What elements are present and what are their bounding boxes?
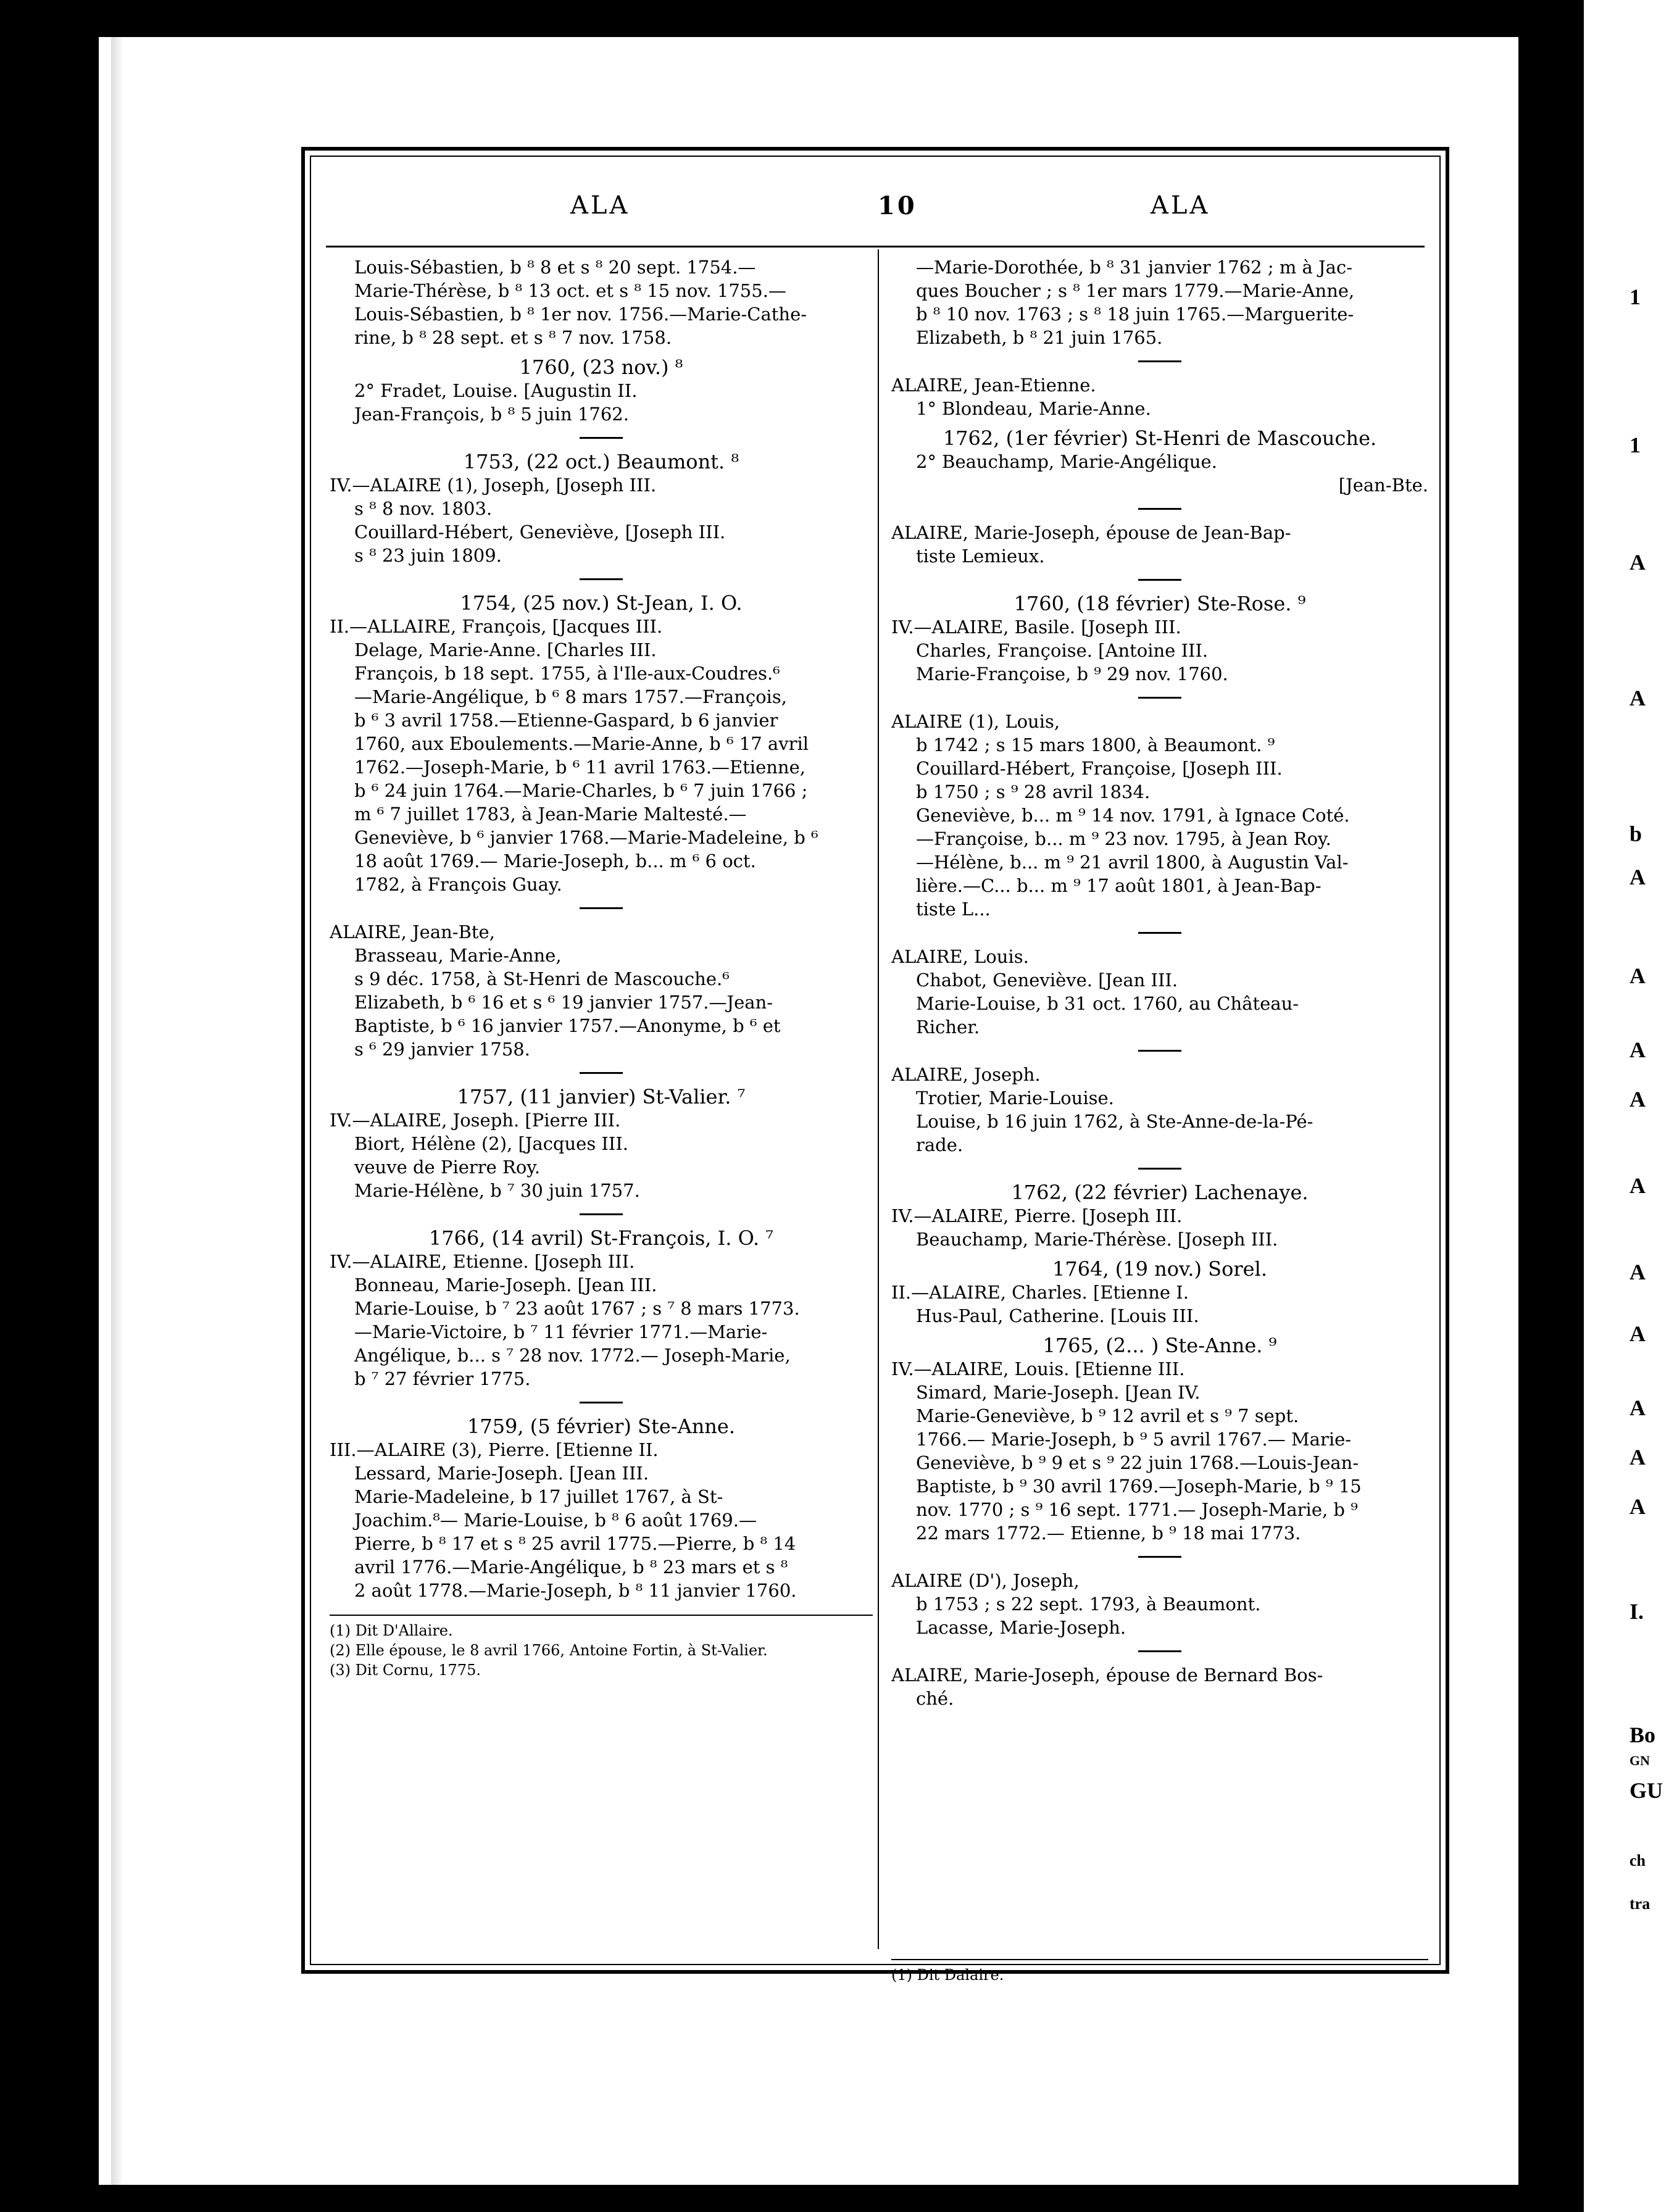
entry-line: s 9 déc. 1758, à St-Henri de Mascouche.⁶ bbox=[354, 968, 730, 989]
entry-line: 2° Fradet, Louise. [Augustin II. bbox=[354, 380, 638, 401]
marriage-date-line: 1764, (19 nov.) Sorel. bbox=[1052, 1257, 1267, 1281]
entry-line: 1766.— Marie-Joseph, b ⁹ 5 avril 1767.— Marie- bbox=[916, 1429, 1352, 1450]
adjacent-fragment: tra bbox=[1629, 1895, 1650, 1913]
entry-line: ché. bbox=[916, 1688, 954, 1709]
entry-line: Louise, b 16 juin 1762, à Ste-Anne-de-la-Pé- bbox=[916, 1111, 1313, 1132]
entry-line: tiste L... bbox=[916, 899, 991, 920]
entry-line: 18 août 1769.— Marie-Joseph, b... m ⁶ 6 oct. bbox=[354, 850, 756, 871]
entry-separator bbox=[580, 1402, 623, 1403]
entry-line: 22 mars 1772.— Etienne, b ⁹ 18 mai 1773. bbox=[916, 1523, 1301, 1544]
adjacent-fragment: A bbox=[1629, 686, 1646, 710]
adjacent-fragment: 1 bbox=[1629, 285, 1641, 309]
footnote-rule bbox=[891, 1959, 1428, 1960]
adjacent-fragment: Bo bbox=[1629, 1723, 1656, 1747]
entry-separator bbox=[1138, 1168, 1181, 1170]
adjacent-fragment: 1 bbox=[1629, 433, 1641, 457]
entry-line: 1762.—Joseph-Marie, b ⁶ 11 avril 1763.—Etienne, bbox=[354, 757, 805, 778]
entry-line: Baptiste, b ⁶ 16 janvier 1757.—Anonyme, b ⁶ et bbox=[354, 1015, 781, 1036]
entry-separator bbox=[580, 907, 623, 909]
entry-line: 2° Beauchamp, Marie-Angélique. bbox=[916, 451, 1217, 472]
entry-line: II.—ALAIRE, Charles. [Etienne I. bbox=[891, 1282, 1189, 1303]
entry-line: IV.—ALAIRE, Joseph. [Pierre III. bbox=[330, 1110, 621, 1131]
entry-line: avril 1776.—Marie-Angélique, b ⁸ 23 mars et s ⁸ bbox=[354, 1557, 788, 1578]
entry-separator bbox=[580, 437, 623, 439]
entry-line: [Jean-Bte. bbox=[1338, 475, 1428, 496]
entry-line: 1782, à François Guay. bbox=[354, 874, 562, 895]
entry-line: veuve de Pierre Roy. bbox=[354, 1157, 541, 1178]
entry-line: Geneviève, b... m ⁹ 14 nov. 1791, à Ignace Coté. bbox=[916, 805, 1350, 826]
adjacent-fragment: A bbox=[1629, 1037, 1646, 1062]
entry-line: Couillard-Hébert, Geneviève, [Joseph III. bbox=[354, 522, 726, 543]
marriage-date-line: 1760, (23 nov.) ⁸ bbox=[519, 356, 683, 379]
entry-separator bbox=[580, 1213, 623, 1215]
marriage-date-line: 1766, (14 avril) St-François, I. O. ⁷ bbox=[428, 1226, 774, 1250]
entry-line: Couillard-Hébert, Françoise, [Joseph III. bbox=[916, 758, 1283, 779]
entry-line: Biort, Hélène (2), [Jacques III. bbox=[354, 1133, 629, 1154]
footnote: (1) Dit D'Allaire. bbox=[330, 1622, 453, 1639]
entry-line: Simard, Marie-Joseph. [Jean IV. bbox=[916, 1382, 1201, 1403]
entry-line: IV.—ALAIRE, Pierre. [Joseph III. bbox=[891, 1205, 1183, 1226]
adjacent-fragment: A bbox=[1629, 1395, 1646, 1420]
entry-line: Trotier, Marie-Louise. bbox=[916, 1087, 1114, 1108]
entry-line: rine, b ⁸ 28 sept. et s ⁸ 7 nov. 1758. bbox=[354, 327, 672, 348]
left-column bbox=[330, 256, 873, 1680]
adjacent-fragment: A bbox=[1629, 1494, 1646, 1519]
entry-separator bbox=[1138, 1650, 1181, 1652]
entry-line: Lessard, Marie-Joseph. [Jean III. bbox=[354, 1463, 649, 1484]
entry-line: II.—ALLAIRE, François, [Jacques III. bbox=[330, 616, 663, 637]
marriage-date-line: 1757, (11 janvier) St-Valier. ⁷ bbox=[457, 1085, 746, 1108]
entry-line: IV.—ALAIRE (1), Joseph, [Joseph III. bbox=[330, 475, 657, 496]
entry-line: Joachim.⁸— Marie-Louise, b ⁸ 6 août 1769.— bbox=[354, 1510, 757, 1531]
entry-line: —Marie-Victoire, b ⁷ 11 février 1771.—Marie- bbox=[354, 1321, 768, 1342]
adjacent-fragment: GN bbox=[1629, 1753, 1650, 1768]
adjacent-fragment: A bbox=[1629, 865, 1646, 889]
entry-line: tiste Lemieux. bbox=[916, 546, 1045, 567]
entry-line: Chabot, Geneviève. [Jean III. bbox=[916, 970, 1178, 991]
entry-line: b ⁷ 27 février 1775. bbox=[354, 1368, 531, 1389]
entry-line: ALAIRE, Jean-Bte, bbox=[330, 921, 495, 942]
marriage-date-line: 1762, (1er février) St-Henri de Mascouche. bbox=[943, 426, 1377, 450]
entry-line: Marie-Geneviève, b ⁹ 12 avril et s ⁹ 7 sept. bbox=[916, 1405, 1299, 1426]
column-divider bbox=[878, 249, 879, 1949]
entry-line: Beauchamp, Marie-Thérèse. [Joseph III. bbox=[916, 1229, 1278, 1250]
entry-line: ALAIRE, Joseph. bbox=[891, 1064, 1041, 1085]
entry-line: —Hélène, b... m ⁹ 21 avril 1800, à Augustin Val- bbox=[916, 852, 1349, 873]
entry-line: Marie-Hélène, b ⁷ 30 juin 1757. bbox=[354, 1180, 640, 1201]
entry-separator bbox=[1138, 579, 1181, 581]
adjacent-fragment: I. bbox=[1629, 1599, 1644, 1624]
inner-frame bbox=[310, 156, 1441, 1984]
entry-line: IV.—ALAIRE, Etienne. [Joseph III. bbox=[330, 1251, 635, 1272]
entry-line: Charles, Françoise. [Antoine III. bbox=[916, 640, 1209, 661]
entry-line: Geneviève, b ⁹ 9 et s ⁹ 22 juin 1768.—Louis-Jean- bbox=[916, 1452, 1359, 1473]
adjacent-fragment: A bbox=[1629, 1173, 1646, 1198]
entry-line: ALAIRE (D'), Joseph, bbox=[891, 1570, 1080, 1591]
adjacent-fragment: ch bbox=[1629, 1852, 1646, 1869]
adjacent-fragment: GU bbox=[1629, 1778, 1663, 1803]
entry-separator bbox=[1138, 697, 1181, 699]
entry-line: Jean-François, b ⁸ 5 juin 1762. bbox=[354, 404, 629, 425]
marriage-date-line: 1754, (25 nov.) St-Jean, I. O. bbox=[460, 591, 743, 615]
entry-separator bbox=[1138, 360, 1181, 362]
entry-line: Louis-Sébastien, b ⁸ 8 et s ⁸ 20 sept. 1754.— bbox=[354, 257, 756, 278]
entry-line: Geneviève, b ⁶ janvier 1768.—Marie-Madeleine, b ⁶ bbox=[354, 827, 818, 848]
right-column bbox=[891, 256, 1428, 1710]
adjacent-fragment: A bbox=[1629, 963, 1646, 988]
gutter bbox=[1580, 0, 1584, 2212]
footnote: (2) Elle épouse, le 8 avril 1766, Antoine Fortin, à St-Valier. bbox=[330, 1642, 768, 1659]
entry-line: nov. 1770 ; s ⁹ 16 sept. 1771.— Joseph-Marie, b ⁹ bbox=[916, 1499, 1358, 1520]
running-head-right: ALA bbox=[1151, 191, 1210, 220]
adjacent-fragment: b bbox=[1629, 821, 1642, 846]
entry-line: Bonneau, Marie-Joseph. [Jean III. bbox=[354, 1274, 657, 1295]
entry-line: IV.—ALAIRE, Basile. [Joseph III. bbox=[891, 617, 1181, 638]
entry-line: ALAIRE, Marie-Joseph, épouse de Jean-Bap- bbox=[891, 522, 1291, 543]
entry-line: b 1750 ; s ⁹ 28 avril 1834. bbox=[916, 781, 1151, 802]
entry-line: Baptiste, b ⁹ 30 avril 1769.—Joseph-Marie, b ⁹ 15 bbox=[916, 1476, 1362, 1497]
marriage-date-line: 1760, (18 février) Ste-Rose. ⁹ bbox=[1013, 592, 1306, 615]
adjacent-fragment: A bbox=[1629, 1260, 1646, 1284]
entry-line: rade. bbox=[916, 1134, 964, 1155]
running-head-left: ALA bbox=[570, 191, 630, 220]
entry-line: Lacasse, Marie-Joseph. bbox=[916, 1617, 1126, 1638]
marriage-date-line: 1765, (2... ) Ste-Anne. ⁹ bbox=[1043, 1334, 1277, 1357]
entry-line: b 1742 ; s 15 mars 1800, à Beaumont. ⁹ bbox=[916, 734, 1275, 755]
adjacent-page bbox=[1580, 0, 1669, 2212]
entry-separator bbox=[1138, 1050, 1181, 1052]
entry-line: Marie-Thérèse, b ⁸ 13 oct. et s ⁸ 15 nov. 1755.— bbox=[354, 280, 786, 301]
entry-line: s ⁶ 29 janvier 1758. bbox=[354, 1039, 530, 1060]
adjacent-fragment: A bbox=[1629, 1087, 1646, 1112]
entry-line: s ⁸ 23 juin 1809. bbox=[354, 545, 502, 566]
marriage-date-line: 1762, (22 février) Lachenaye. bbox=[1011, 1181, 1309, 1204]
entry-line: Angélique, b... s ⁷ 28 nov. 1772.— Joseph-Marie, bbox=[354, 1345, 791, 1366]
entry-line: Delage, Marie-Anne. [Charles III. bbox=[354, 639, 657, 660]
entry-line: Marie-Madeleine, b 17 juillet 1767, à St- bbox=[354, 1486, 723, 1507]
entry-separator bbox=[580, 1072, 623, 1074]
entry-line: s ⁸ 8 nov. 1803. bbox=[354, 498, 493, 519]
adjacent-fragment: A bbox=[1629, 1445, 1646, 1470]
running-head bbox=[311, 191, 1439, 228]
marriage-date-line: 1759, (5 février) Ste-Anne. bbox=[467, 1415, 736, 1438]
entry-line: Marie-Louise, b ⁷ 23 août 1767 ; s ⁷ 8 mars 1773. bbox=[354, 1298, 800, 1319]
entry-line: Pierre, b ⁸ 17 et s ⁸ 25 avril 1775.—Pierre, b ⁸ 14 bbox=[354, 1533, 796, 1554]
entry-line: IV.—ALAIRE, Louis. [Etienne III. bbox=[891, 1358, 1185, 1379]
footnote: (3) Dit Cornu, 1775. bbox=[330, 1661, 481, 1679]
entry-line: 1760, aux Eboulements.—Marie-Anne, b ⁶ 17 avril bbox=[354, 733, 809, 754]
footnote: (1) Dit Dalaire. bbox=[891, 1966, 1004, 1984]
entry-line: —Marie-Angélique, b ⁶ 8 mars 1757.—François, bbox=[354, 686, 787, 707]
entry-line: ALAIRE, Marie-Joseph, épouse de Bernard Bos- bbox=[891, 1665, 1323, 1686]
entry-line: 2 août 1778.—Marie-Joseph, b ⁸ 11 janvier 1760. bbox=[354, 1580, 797, 1601]
entry-line: ALAIRE, Jean-Etienne. bbox=[891, 375, 1096, 396]
page-frame bbox=[301, 147, 1449, 1984]
entry-line: Richer. bbox=[916, 1017, 980, 1037]
entry-separator bbox=[1138, 932, 1181, 934]
adjacent-fragment: A bbox=[1629, 1321, 1646, 1346]
entry-line: —Françoise, b... m ⁹ 23 nov. 1795, à Jean Roy. bbox=[916, 828, 1331, 849]
entry-line: b ⁶ 24 juin 1764.—Marie-Charles, b ⁶ 7 juin 1766 ; bbox=[354, 780, 808, 801]
entry-separator bbox=[580, 578, 623, 580]
entry-line: Louis-Sébastien, b ⁸ 1er nov. 1756.—Marie-Cathe- bbox=[354, 304, 807, 325]
entry-line: b 1753 ; s 22 sept. 1793, à Beaumont. bbox=[916, 1594, 1261, 1615]
right-footnotes bbox=[891, 1947, 1428, 1985]
entry-separator bbox=[1138, 508, 1181, 510]
page-edge bbox=[111, 37, 123, 2185]
entry-line: b ⁶ 3 avril 1758.—Etienne-Gaspard, b 6 janvier bbox=[354, 710, 778, 731]
page-number: 10 bbox=[878, 191, 917, 220]
adjacent-fragment: A bbox=[1629, 550, 1646, 575]
entry-line: 1° Blondeau, Marie-Anne. bbox=[916, 398, 1151, 419]
entry-line: Marie-Françoise, b ⁹ 29 nov. 1760. bbox=[916, 663, 1228, 684]
entry-line: m ⁶ 7 juillet 1783, à Jean-Marie Maltesté.— bbox=[354, 804, 747, 825]
entry-line: Elizabeth, b ⁶ 16 et s ⁶ 19 janvier 1757.—Jean- bbox=[354, 992, 773, 1013]
entry-line: ques Boucher ; s ⁸ 1er mars 1779.—Marie-Anne, bbox=[916, 280, 1355, 301]
entry-line: ALAIRE, Louis. bbox=[891, 946, 1029, 967]
entry-line: b ⁸ 10 nov. 1763 ; s ⁸ 18 juin 1765.—Marguerite- bbox=[916, 304, 1354, 325]
entry-separator bbox=[1138, 1556, 1181, 1558]
entry-line: ALAIRE (1), Louis, bbox=[891, 711, 1060, 732]
entry-line: Brasseau, Marie-Anne, bbox=[354, 945, 562, 966]
entry-line: François, b 18 sept. 1755, à l'Ile-aux-Coudres.⁶ bbox=[354, 663, 780, 684]
entry-line: —Marie-Dorothée, b ⁸ 31 janvier 1762 ; m à Jac- bbox=[916, 257, 1353, 278]
entry-line: lière.—C... b... m ⁹ 17 août 1801, à Jean-Bap- bbox=[916, 875, 1321, 896]
marriage-date-line: 1753, (22 oct.) Beaumont. ⁸ bbox=[463, 450, 739, 473]
header-rule bbox=[326, 246, 1425, 247]
entry-line: III.—ALAIRE (3), Pierre. [Etienne II. bbox=[330, 1439, 659, 1460]
entry-line: Hus-Paul, Catherine. [Louis III. bbox=[916, 1305, 1199, 1326]
entry-line: Marie-Louise, b 31 oct. 1760, au Château- bbox=[916, 993, 1299, 1014]
entry-line: Elizabeth, b ⁸ 21 juin 1765. bbox=[916, 327, 1163, 348]
footnote-rule bbox=[330, 1615, 873, 1616]
